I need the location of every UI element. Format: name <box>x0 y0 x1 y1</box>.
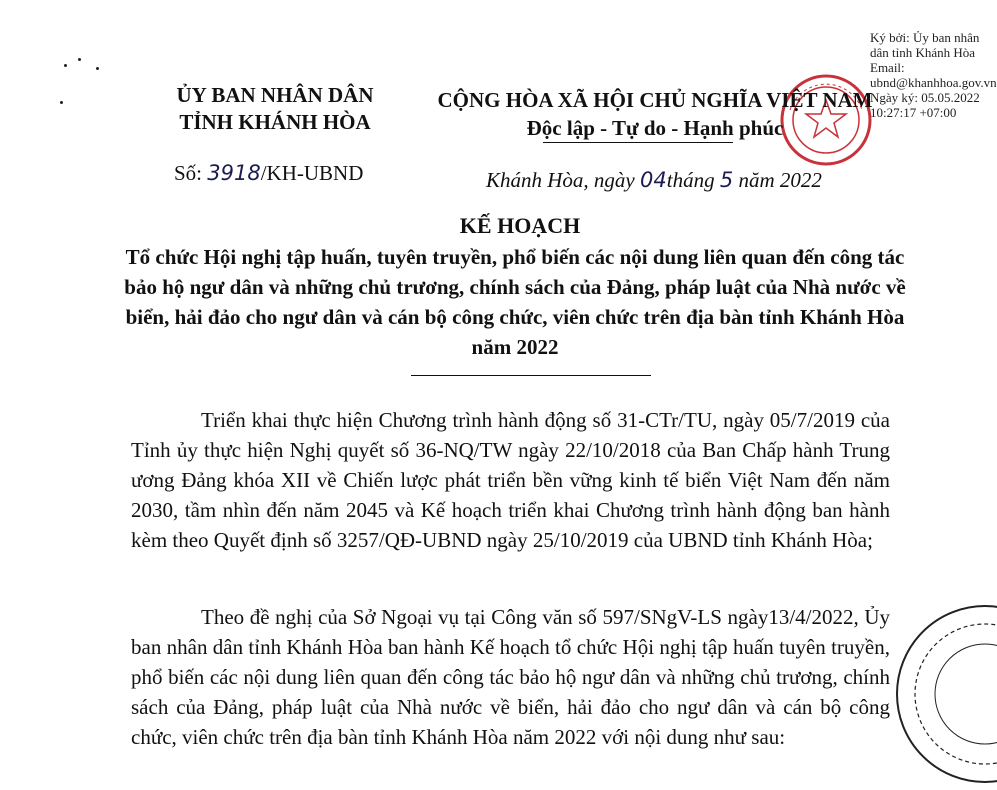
partial-seal-stamp <box>890 598 983 790</box>
date-mid: tháng <box>666 168 720 192</box>
date-suffix: năm 2022 <box>733 168 822 192</box>
handwritten-month: 5 <box>719 168 734 192</box>
national-motto <box>420 86 890 142</box>
country-name: CỘNG HÒA XÃ HỘI CHỦ NGHĨA VIỆT NAM <box>437 88 873 112</box>
scan-speck <box>96 67 99 70</box>
document-title: KẾ HOẠCH <box>459 213 581 238</box>
document-number <box>174 161 363 186</box>
issuing-authority <box>150 82 400 136</box>
body-paragraph-1: Triển khai thực hiện Chương trình hành động số 31-CTr/TU, ngày 05/7/2019 của Tỉnh ủy thực hiện Nghị quyết số 36-NQ/TW ngày 22/10/2018 của Ban Chấp hành Trung ương Đảng khóa XII về Chiến lược phát triển bền vững kinh tế biển Việt Nam đến năm 2030, tầm nhìn đến năm 2045 và Kế hoạch triển khai Chương trình hành động ban hành kèm theo Quyết định số 3257/QĐ-UBND ngày 25/10/2019 của UBND tỉnh Khánh Hòa; <box>131 408 890 552</box>
handwritten-day: 04 <box>640 168 667 192</box>
scan-speck <box>64 64 67 67</box>
authority-line-2: TỈNH KHÁNH HÒA <box>179 110 371 134</box>
title-divider <box>411 375 651 376</box>
document-subtitle: Tổ chức Hội nghị tập huấn, tuyên truyền, phổ biến các nội dung liên quan đến công tác bảo hộ ngư dân và những chủ trương, chính sách của Đảng, pháp luật của Nhà nước về biển, hải đảo cho ngư dân và cán bộ công chức, viên chức trên địa bàn tỉnh Khánh Hòa năm 2022 <box>124 245 906 359</box>
motto: Độc lập - Tự do - Hạnh phúc <box>526 116 784 140</box>
scan-speck <box>60 101 63 104</box>
digital-signature-info: Ký bởi: Ủy ban nhân dân tỉnh Khánh Hòa Email: ubnd@khanhhoa.gov.vn Ngày ký: 05.05.2022 10:27:17 +07:00 <box>870 30 997 120</box>
date-prefix: Khánh Hòa, ngày <box>486 168 640 192</box>
handwritten-number: 3918 <box>207 161 261 185</box>
authority-line-1: ỦY BAN NHÂN DÂN <box>176 83 374 107</box>
body-paragraph-2: Theo đề nghị của Sở Ngoại vụ tại Công văn số 597/SNgV-LS ngày13/4/2022, Ủy ban nhân dân tỉnh Khánh Hòa ban hành Kế hoạch tổ chức Hội nghị tập huấn tuyên truyền, phổ biến các nội dung liên quan đến công tác bảo hộ ngư dân và những chủ trương, chính sách của Đảng, pháp luật của Nhà nước về biển, hải đảo cho ngư dân và cán bộ công chức, viên chức trên địa bàn tỉnh Khánh Hòa năm 2022 với nội dung như sau: <box>131 605 890 749</box>
scan-speck <box>78 58 81 61</box>
place-date <box>486 168 822 193</box>
number-suffix: /KH-UBND <box>260 161 364 185</box>
motto-underline <box>543 142 733 143</box>
number-label: Số: <box>174 161 208 185</box>
